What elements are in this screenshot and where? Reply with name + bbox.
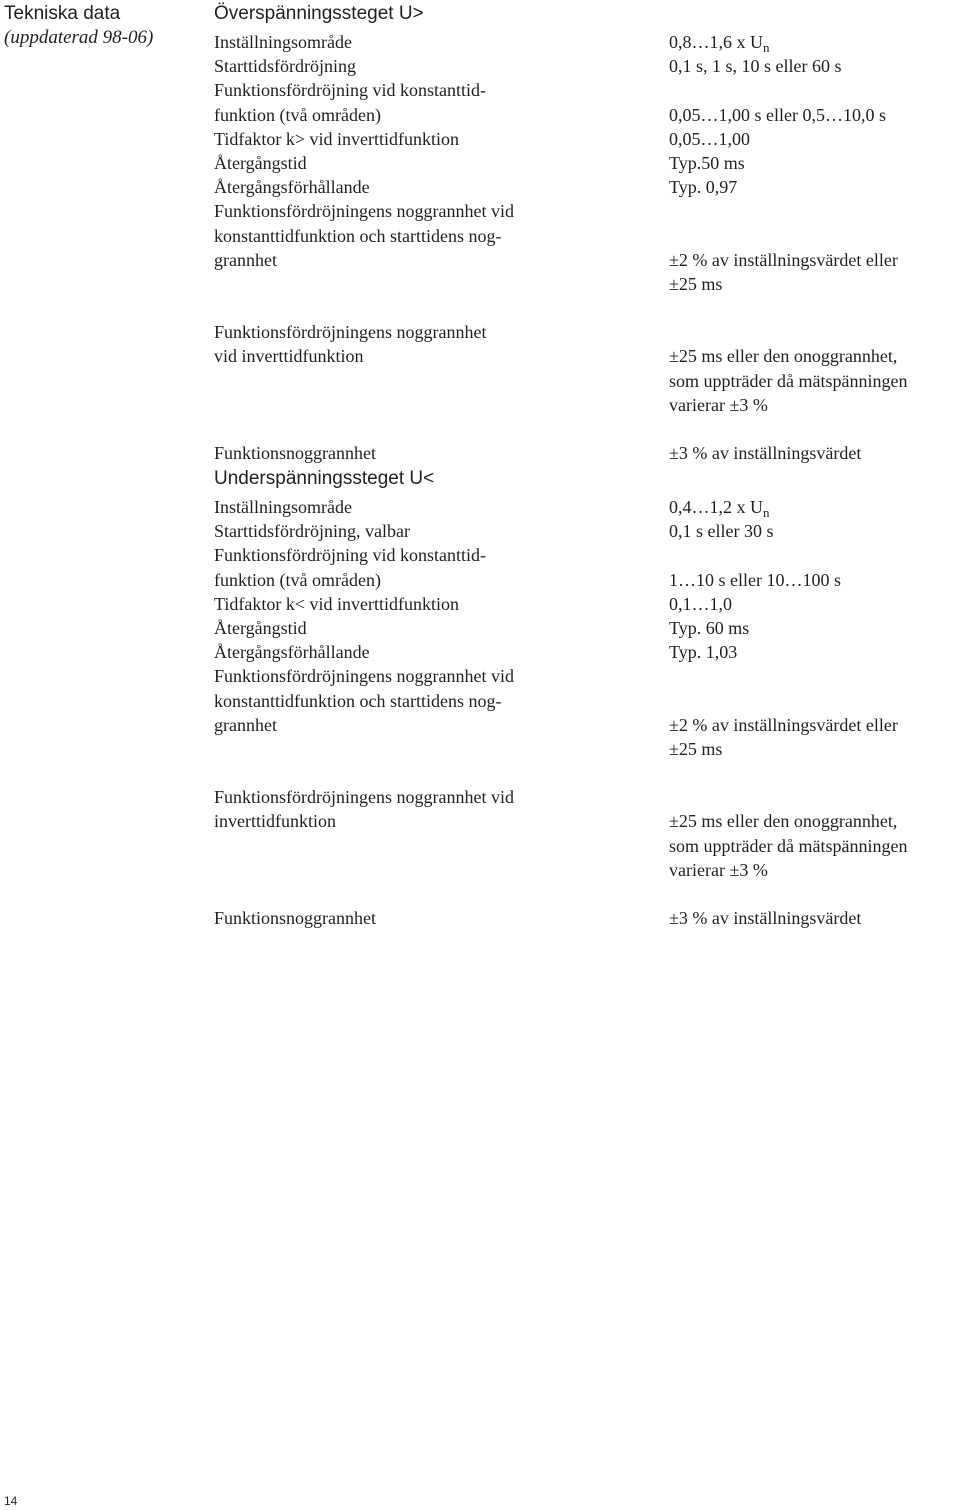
spec-label-line: vid inverttidfunktion [214,346,364,367]
spec-value-line [669,441,960,465]
spec-value-line [669,320,960,344]
spec-label-line: Inställningsområde [214,32,352,52]
spec-value-text: ±2 % av inställningsvärdet eller [669,714,898,735]
spec-row [214,519,960,543]
spec-row [214,320,960,417]
spec-label-line: Funktionsnoggrannhet [214,908,376,929]
spec-value-line [669,543,960,567]
side-heading [4,2,204,50]
spec-value [669,543,960,591]
spec-value-line [669,640,960,664]
spec-value-text: 1…10 s eller 10…100 s [669,569,841,590]
side-subtitle: (uppdaterad 98-06) [4,27,154,48]
spec-label-line: Återgångstid [214,153,307,174]
spec-value-text: ±2 % av inställningsvärdet eller [669,249,898,270]
spec-label [214,54,669,78]
spec-value-text: Typ. 0,97 [669,177,738,198]
spec-row [214,78,960,126]
spec-value-line [669,127,960,151]
spec-label [214,127,669,151]
spec-label-line: konstanttidfunktion och starttidens nog- [214,225,502,246]
spec-value-text: 0,1 s, 1 s, 10 s eller 60 s [669,56,842,77]
spec-label-line: Tidfaktor k> vid inverttidfunktion [214,128,459,149]
spec-value-line [669,393,960,417]
spec-value-line [669,54,960,78]
spec-value [669,785,960,882]
spec-label-line: inverttidfunktion [214,811,336,832]
spec-row [214,199,960,296]
spec-row [214,616,960,640]
spec-value-text: varierar ±3 % [669,394,768,415]
spec-value-line [669,713,960,737]
spec-value-line [669,272,960,296]
spec-value-line [669,369,960,393]
spec-value [669,616,960,640]
spec-value-line [669,834,960,858]
spec-list [214,30,960,465]
spec-label [214,906,669,930]
spec-value [669,664,960,761]
spec-value [669,30,960,54]
spec-value [669,906,960,930]
spec-row [214,640,960,664]
spec-value-text: 0,05…1,00 s eller 0,5…10,0 s [669,104,886,125]
spec-label-line: konstanttidfunktion och starttidens nog- [214,690,502,711]
spec-label [214,151,669,175]
spec-value-text: ±25 ms eller den onoggrannhet, [669,346,898,367]
spec-value-line [669,906,960,930]
spec-value [669,495,960,519]
spec-label [214,664,669,761]
spec-value-text: ±3 % av inställningsvärdet [669,908,862,929]
spec-label-line: funktion (två områden) [214,569,381,590]
unit-subscript: n [763,505,770,520]
spec-value-line [669,199,960,223]
undervoltage-section [214,467,960,930]
spec-value-text: ±25 ms [669,274,723,295]
spec-value [669,519,960,543]
page-number: 14 [4,1494,18,1508]
spec-value-text: 0,8…1,6 x U [669,32,763,52]
spec-label [214,78,669,126]
spec-value-line [669,858,960,882]
spec-label-line: grannhet [214,714,277,735]
spec-value [669,127,960,151]
spec-value [669,592,960,616]
unit-subscript: n [763,40,770,55]
spec-value-line [669,664,960,688]
spec-value-text: Typ.50 ms [669,153,745,174]
spec-label [214,592,669,616]
spec-label-line: Funktionsfördröjningens noggrannhet vid [214,787,514,808]
spec-value-text: 0,1 s eller 30 s [669,521,774,542]
spec-row [214,151,960,175]
spec-label-line: Funktionsfördröjningens noggrannhet vid [214,666,514,687]
spec-value [669,78,960,126]
spec-label [214,320,669,417]
spec-value-text: Typ. 1,03 [669,642,738,663]
spec-row [214,664,960,761]
spec-label-line: grannhet [214,249,277,270]
section-title: Överspänningssteget U> [214,3,424,24]
spec-value-text: 0,4…1,2 x U [669,497,763,517]
spec-row [214,592,960,616]
spec-label-line: Funktionsfördröjning vid konstanttid- [214,80,486,101]
spec-value-line [669,224,960,248]
spec-value-text: varierar ±3 % [669,859,768,880]
spec-value [669,54,960,78]
spec-label [214,640,669,664]
spec-row [214,175,960,199]
spec-label [214,175,669,199]
spec-label-line: Funktionsfördröjningens noggrannhet vid [214,201,514,222]
spec-value-line [669,592,960,616]
spec-value-text: 0,1…1,0 [669,593,732,614]
spec-value-line [669,175,960,199]
spec-label [214,199,669,296]
spec-value-text: Typ. 60 ms [669,618,750,639]
spec-label-line: Inställningsområde [214,497,352,517]
spec-value-line [669,568,960,592]
spec-label-line: Funktionsfördröjningens noggrannhet [214,322,487,343]
spec-row [214,127,960,151]
spec-label-line: Återgångstid [214,618,307,639]
spec-label [214,441,669,465]
spec-value-line [669,737,960,761]
spec-value-line [669,519,960,543]
spec-value-line [669,30,960,54]
spec-row [214,785,960,882]
spec-value-line [669,785,960,809]
spec-label [214,543,669,591]
spec-row [214,495,960,519]
section-title: Underspänningssteget U< [214,468,435,489]
spec-row [214,54,960,78]
side-title: Tekniska data [4,3,121,24]
spec-label-line: funktion (två områden) [214,104,381,125]
spec-label-line: Starttidsfördröjning [214,56,356,77]
spec-value [669,151,960,175]
spec-value [669,640,960,664]
spec-value-line [669,809,960,833]
spec-row [214,30,960,54]
spec-label [214,30,669,54]
spec-label-line: Tidfaktor k< vid inverttidfunktion [214,593,459,614]
spec-value [669,175,960,199]
spec-list [214,495,960,930]
spec-label-line: Funktionsfördröjning vid konstanttid- [214,545,486,566]
spec-value [669,199,960,296]
spec-value-text: som uppträder då mätspänningen [669,370,908,391]
spec-value-text: ±3 % av inställningsvärdet [669,443,862,464]
spec-value [669,320,960,417]
spec-value-line [669,495,960,519]
spec-label-line: Funktionsnoggrannhet [214,443,376,464]
spec-label [214,785,669,882]
spec-value-line [669,344,960,368]
spec-row [214,543,960,591]
spec-label [214,495,669,519]
spec-value-text: ±25 ms [669,739,723,760]
spec-label-line: Återgångsförhållande [214,642,370,663]
spec-value-line [669,103,960,127]
spec-row [214,906,960,930]
spec-value-line [669,689,960,713]
spec-value-line [669,78,960,102]
spec-row [214,441,960,465]
spec-value-text: 0,05…1,00 [669,128,750,149]
spec-value-text: ±25 ms eller den onoggrannhet, [669,811,898,832]
spec-label-line: Återgångsförhållande [214,177,370,198]
spec-value-line [669,616,960,640]
spec-label [214,519,669,543]
spec-value-line [669,151,960,175]
spec-value [669,441,960,465]
overvoltage-section [214,2,960,465]
spec-value-line [669,248,960,272]
spec-label-line: Starttidsfördröjning, valbar [214,521,410,542]
spec-value-text: som uppträder då mätspänningen [669,835,908,856]
spec-label [214,616,669,640]
